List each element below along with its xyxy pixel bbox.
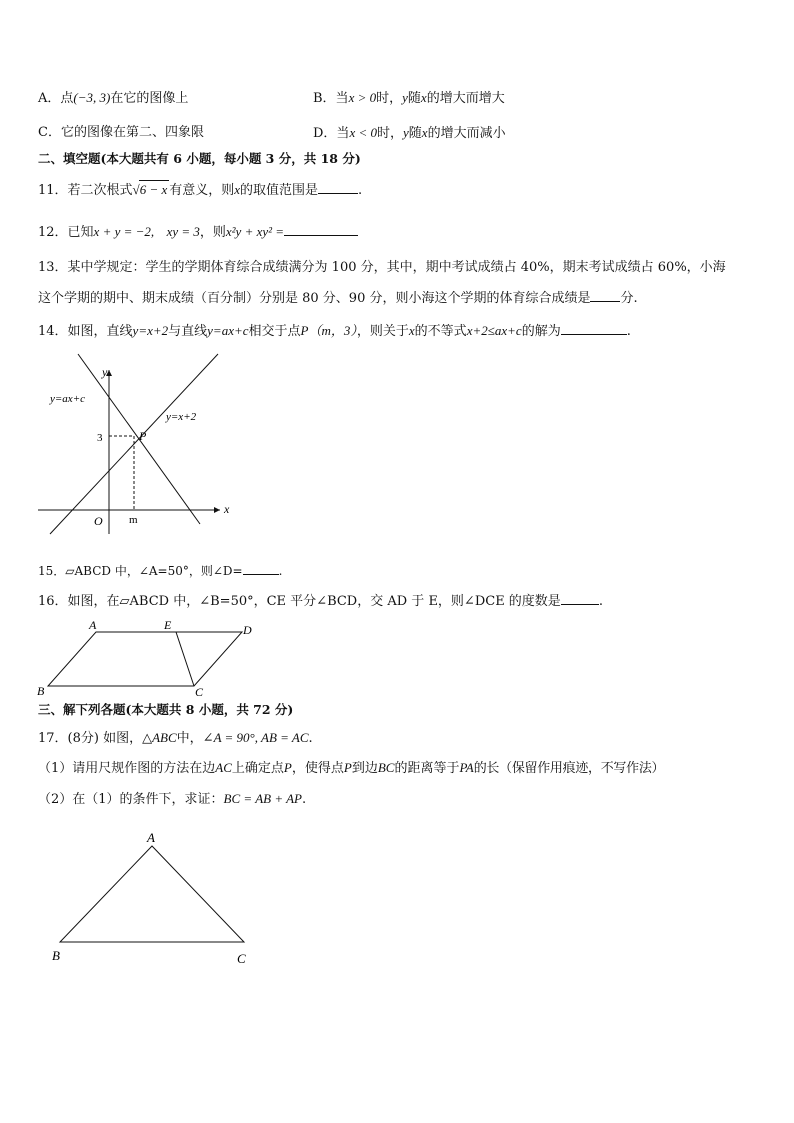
option-d-x: x bbox=[421, 125, 428, 140]
q11-mid: 有意义，则 bbox=[169, 183, 235, 198]
label-line2: y=ax+c bbox=[50, 393, 85, 405]
vertex-c: C bbox=[195, 685, 204, 699]
option-c-text: C．它的图像在第二、四象限 bbox=[38, 125, 204, 140]
q14-x: x bbox=[408, 323, 415, 338]
q12-pre: 12．已知 bbox=[38, 225, 94, 240]
q11-tail: 的取值范围是 bbox=[240, 183, 319, 198]
q17-part2 bbox=[38, 790, 306, 809]
q17-p1-p2: P bbox=[343, 760, 352, 775]
q12-answer-blank[interactable] bbox=[284, 223, 358, 236]
q17-part1 bbox=[38, 759, 664, 778]
q17-p1-mid4: 的距离等于 bbox=[394, 761, 460, 776]
label-m: m bbox=[129, 514, 138, 526]
q17-triangle: △ABC bbox=[142, 730, 177, 745]
vertex-b: B bbox=[52, 948, 60, 963]
q16-answer-blank[interactable] bbox=[561, 592, 599, 605]
q16-figure bbox=[34, 614, 264, 700]
option-d-sui: 随 bbox=[408, 126, 422, 141]
q17-p1-mid2: ，使得点 bbox=[291, 761, 344, 776]
label-x: x bbox=[224, 502, 230, 516]
q17-p1-bc: BC bbox=[377, 760, 395, 775]
q14-pre: 14．如图，直线 bbox=[38, 324, 133, 339]
q11-answer-blank[interactable] bbox=[318, 181, 358, 194]
q15-answer-blank[interactable] bbox=[243, 562, 279, 575]
q17-head-mid: 中， bbox=[176, 731, 203, 746]
q14-answer-blank[interactable] bbox=[561, 322, 627, 335]
q10-option-d bbox=[313, 124, 506, 143]
q16-end: . bbox=[598, 594, 603, 609]
q17-p1-tail: 的长（保留作用痕迹，不写作法） bbox=[473, 761, 665, 776]
q14-tail: 的解为 bbox=[521, 324, 561, 339]
q14-point: P（m，3） bbox=[300, 323, 357, 338]
q10-option-a bbox=[38, 89, 188, 108]
question-14 bbox=[38, 322, 631, 341]
q14-inequality: x+2≤ax+c bbox=[466, 323, 522, 338]
option-b-y: y bbox=[402, 90, 408, 105]
vertex-e: E bbox=[164, 618, 172, 632]
question-11: 11．若二次根式√6 − x 有意义，则x的取值范围是 . bbox=[38, 182, 363, 198]
section3-title: 三、解下列各题(本大题共 8 小题，共 72 分) bbox=[38, 702, 294, 717]
q17-p2-math: BC = AB + AP bbox=[223, 791, 302, 806]
option-a-point: (−3, 3) bbox=[73, 90, 111, 105]
option-b-label: B．当 bbox=[313, 91, 349, 106]
q17-condition: ∠A = 90°, AB = AC bbox=[202, 730, 309, 745]
q12-eq1: x + y = −2, bbox=[93, 224, 155, 239]
q16-text: 16．如图，在▱ABCD 中，∠B=50°，CE 平分∠BCD，交 AD 于 E，则∠DCE 的度数是 bbox=[38, 594, 561, 609]
segment-ce bbox=[176, 632, 194, 686]
q11-end: . bbox=[358, 183, 363, 198]
q14-mid4: 的不等式 bbox=[414, 324, 467, 339]
question-16 bbox=[38, 592, 603, 611]
option-b-tail: 的增大而增大 bbox=[426, 91, 505, 106]
q15-text: 15．▱ABCD 中，∠A=50°，则∠D= bbox=[38, 564, 243, 578]
q14-line2: y=ax+c bbox=[207, 323, 249, 338]
label-p: P bbox=[139, 429, 147, 443]
q17-head bbox=[38, 729, 313, 748]
q17-head-pre: 17．(8分) 如图， bbox=[38, 731, 143, 746]
vertex-a: A bbox=[89, 618, 97, 632]
q11-var: x bbox=[234, 182, 241, 197]
q10-option-c bbox=[38, 124, 204, 142]
option-d-cond: x < 0 bbox=[349, 125, 377, 140]
q15-end: . bbox=[278, 564, 283, 578]
q12-mid: ，则 bbox=[199, 225, 226, 240]
q17-p2-pre: （2）在（1）的条件下，求证： bbox=[38, 792, 224, 807]
option-b-cond: x > 0 bbox=[348, 90, 377, 105]
q13-line2 bbox=[38, 289, 638, 308]
option-b-mid: 时， bbox=[376, 91, 403, 106]
q11-radicand: 6 − x bbox=[139, 182, 168, 197]
q13-line1: 13．某中学规定：学生的学期体育综合成绩满分为 100 分，其中，期中考试成绩占 40%，期末考试成绩占 60%，小海 bbox=[38, 260, 726, 275]
q17-figure bbox=[46, 826, 258, 970]
q11-pre: 11．若二次根式 bbox=[38, 183, 133, 198]
option-d-mid: 时， bbox=[376, 126, 403, 141]
q17-p1-ac: AC bbox=[215, 760, 232, 775]
option-a-label: A．点 bbox=[38, 91, 74, 106]
q17-p1-p: P bbox=[283, 760, 292, 775]
q13-answer-blank[interactable] bbox=[590, 289, 620, 302]
option-b-x: x bbox=[420, 90, 427, 105]
question-15 bbox=[38, 562, 282, 580]
label-origin: O bbox=[94, 514, 103, 528]
q14-mid2: 相交于点 bbox=[248, 324, 301, 339]
option-d-label: D．当 bbox=[313, 126, 350, 141]
q17-p2-end: . bbox=[302, 792, 307, 807]
option-b-sui: 随 bbox=[407, 91, 421, 106]
label-3: 3 bbox=[97, 432, 103, 444]
q14-mid1: 与直线 bbox=[168, 324, 208, 339]
label-y: y bbox=[102, 365, 108, 379]
label-line1: y=x+2 bbox=[166, 411, 197, 423]
q12-expr: x²y + xy² = bbox=[225, 224, 285, 239]
vertex-a: A bbox=[147, 830, 155, 845]
q12-eq2: xy = 3 bbox=[166, 224, 200, 239]
q13-line2-pre: 这个学期的期中、期末成绩（百分制）分别是 80 分、90 分，则小海这个学期的体育综合成绩是 bbox=[38, 291, 591, 306]
q10-option-b bbox=[313, 89, 505, 108]
q14-end: . bbox=[626, 324, 631, 339]
question-12 bbox=[38, 223, 358, 242]
option-d-tail: 的增大而减小 bbox=[427, 126, 506, 141]
option-d-y: y bbox=[403, 125, 409, 140]
section2-title: 二、填空题(本大题共有 6 小题，每小题 3 分，共 18 分) bbox=[38, 151, 361, 166]
parallelogram-abcd bbox=[48, 632, 242, 686]
q17-p1-pa: PA bbox=[459, 760, 474, 775]
q14-line1: y=x+2 bbox=[132, 323, 169, 338]
q17-p1-mid3: 到边 bbox=[351, 761, 378, 776]
vertex-d: D bbox=[243, 623, 252, 637]
q17-p1-pre: （1）请用尺规作图的方法在边 bbox=[38, 761, 216, 776]
vertex-c: C bbox=[237, 951, 246, 966]
q17-p1-mid: 上确定点 bbox=[231, 761, 284, 776]
q17-head-end: . bbox=[308, 731, 313, 746]
q14-mid3: ，则关于 bbox=[356, 324, 409, 339]
triangle-abc bbox=[60, 846, 244, 942]
q13-line2-tail: 分. bbox=[620, 291, 638, 306]
option-a-tail: 在它的图像上 bbox=[110, 91, 189, 106]
vertex-b: B bbox=[37, 684, 45, 698]
q14-figure bbox=[36, 348, 236, 536]
